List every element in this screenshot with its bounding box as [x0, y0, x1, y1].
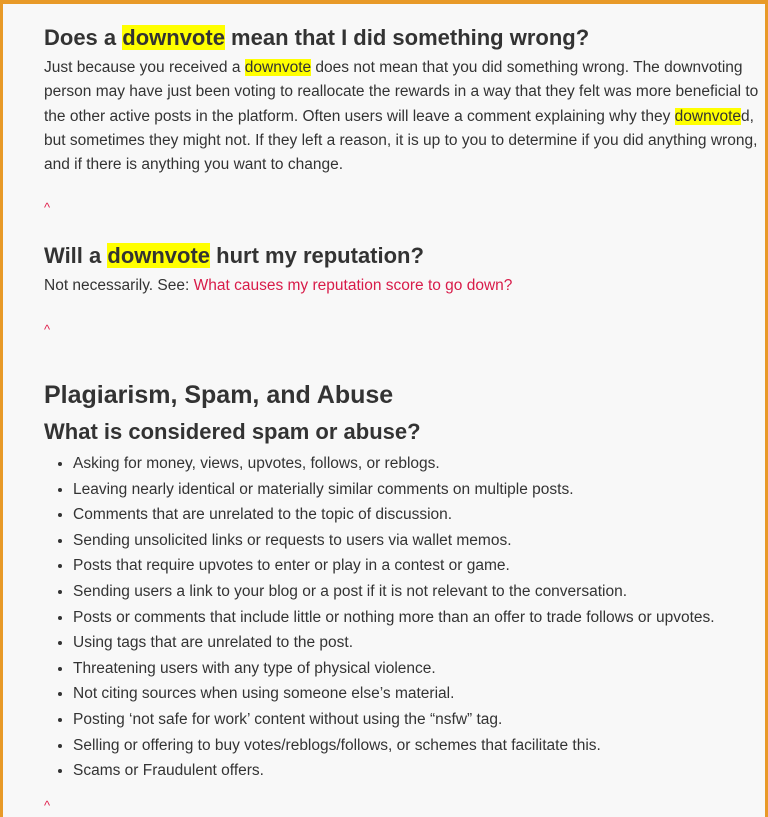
search-highlight: downvote [107, 243, 211, 268]
heading-text: Will a [44, 243, 108, 268]
list-item: • Sending users a link to your blog or a post if it is not relevant to the conversation. [73, 579, 715, 605]
answer-text: does not mean that you did something wrong. The downvoting [311, 59, 743, 76]
section-heading-plagiarism: Plagiarism, Spam, and Abuse [44, 381, 394, 409]
back-to-top-link[interactable]: ^ [44, 798, 51, 813]
spam-abuse-list [44, 451, 715, 784]
list-item: • Using tags that are unrelated to the post. [73, 630, 715, 656]
list-item: • Posts that require upvotes to enter or play in a contest or game. [73, 553, 715, 579]
faq-heading-spam-abuse: What is considered spam or abuse? [44, 419, 421, 444]
answer-text: Just because you received a [44, 59, 245, 76]
list-item: • Sending unsolicited links or requests to users via wallet memos. [73, 528, 715, 554]
answer-text: d, [741, 107, 754, 125]
answer-text: and if there is anything you want to change. [44, 156, 344, 174]
answer-text: but sometimes they might not. If they left a reason, it is up to you to determine if you did anything wrong, [44, 131, 758, 149]
heading-text: hurt my reputation? [210, 243, 424, 268]
list-item: • Posts or comments that include little or nothing more than an offer to trade follows or upvotes. [73, 605, 715, 631]
search-highlight: downvote [674, 107, 742, 125]
faq-heading-downvote-wrong [44, 24, 589, 52]
answer-text: person may have just been voting to reallocate the rewards in a way that they felt was more beneficial to [44, 83, 759, 101]
list-item: • Posting ‘not safe for work’ content without using the “nsfw” tag. [73, 707, 715, 733]
list-item: • Selling or offering to buy votes/reblogs/follows, or schemes that facilitate this. [73, 733, 715, 759]
answer-text: the other active posts in the platform. Often users will leave a comment explaining why they [44, 107, 675, 125]
list-item: • Threatening users with any type of physical violence. [73, 656, 715, 682]
search-highlight: downvote [244, 59, 312, 76]
list-item: • Scams or Fraudulent offers. [73, 758, 715, 784]
faq-answer-downvote-wrong [44, 56, 759, 177]
back-to-top-link[interactable]: ^ [44, 322, 51, 337]
list-item: • Asking for money, views, upvotes, follows, or reblogs. [73, 451, 715, 477]
list-item: • Not citing sources when using someone else’s material. [73, 681, 715, 707]
heading-text: Does a [44, 25, 123, 50]
list-item: • Leaving nearly identical or materially similar comments on multiple posts. [73, 477, 715, 503]
answer-text: Not necessarily. See: [44, 277, 194, 294]
heading-text: mean that I did something wrong? [224, 25, 590, 50]
faq-answer-reputation [44, 274, 749, 298]
list-item: • Comments that are unrelated to the topic of discussion. [73, 502, 715, 528]
back-to-top-link[interactable]: ^ [44, 200, 51, 215]
search-highlight: downvote [122, 25, 225, 50]
faq-heading-reputation [44, 242, 424, 270]
reputation-score-link[interactable]: What causes my reputation score to go down? [193, 277, 513, 294]
